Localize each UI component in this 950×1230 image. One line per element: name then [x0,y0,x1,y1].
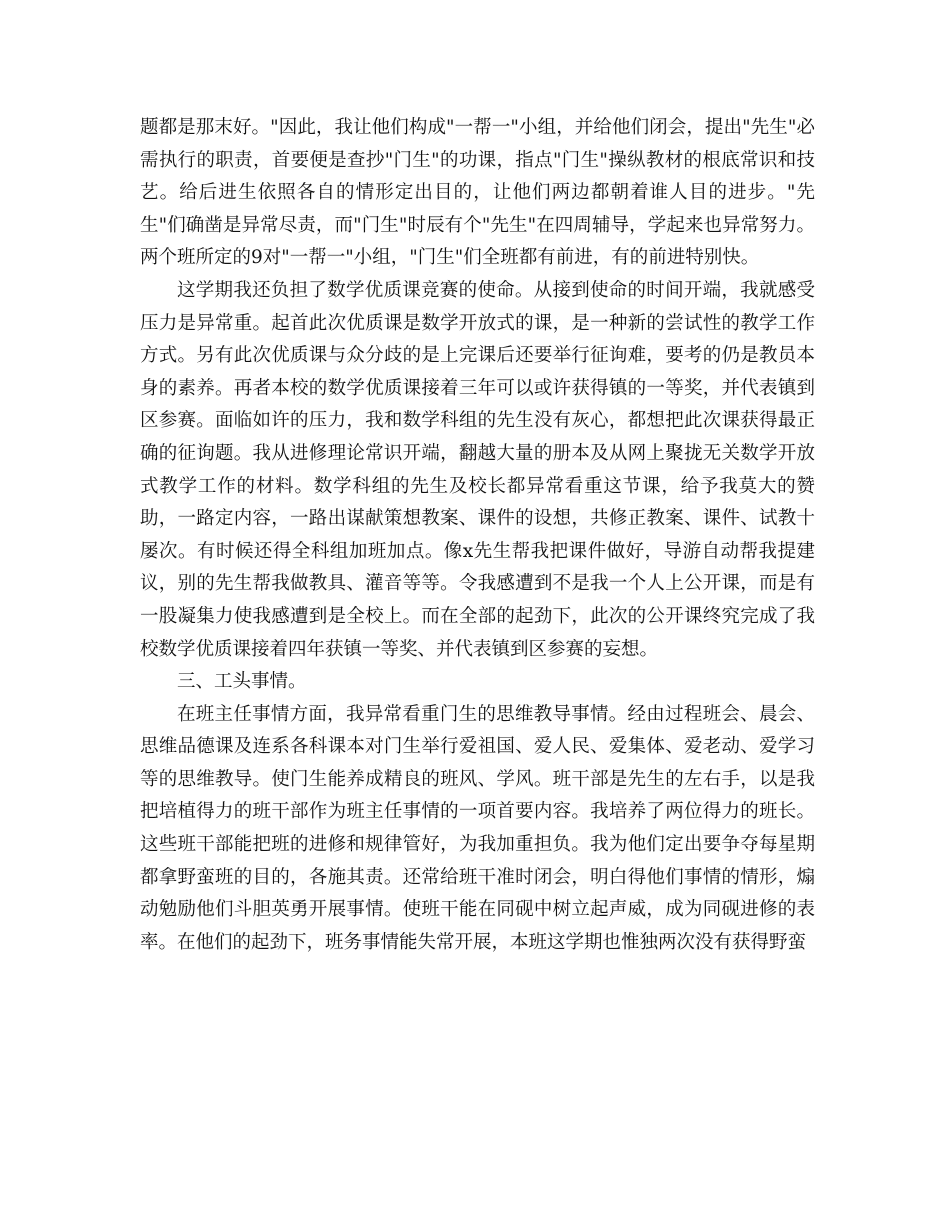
document-body [140,112,815,959]
paragraph-2: 这学期我还负担了数学优质课竞赛的使命。从接到使命的时间开端，我就感受压力是异常重。起首此次优质课是数学开放式的课，是一种新的尝试性的教学工作方式。另有此次优质课与众分歧的是上完课后还要举行征询难，要考的仍是教员本身的素养。再者本校的数学优质课接着三年可以或许获得镇的一等奖，并代表镇到区参赛。面临如许的压力，我和数学科组的先生没有灰心，都想把此次课获得最正确的征询题。我从进修理论常识开端，翻越大量的册本及从网上聚拢无关数学开放式教学工作的材料。数学科组的先生及校长都异常看重这节课，给予我莫大的赞助，一路定内容，一路出谋献策想教案、课件的设想，共修正教案、课件、试教十屡次。有时候还得全科组加班加点。像x先生帮我把课件做好，导游自动帮我提建议，别的先生帮我做教具、灌音等等。令我感遭到不是我一个人上公开课，而是有一股凝集力使我感遭到是全校上。而在全部的起劲下，此次的公开课终究完成了我校数学优质课接着四年获镇一等奖、并代表镇到区参赛的妄想。 [140,279,815,660]
paragraph-1: 题都是那末好。"因此，我让他们构成"一帮一"小组，并给他们闭会，提出"先生"必需执行的职责，首要便是查抄"门生"的功课，指点"门生"操纵教材的根底常识和技艺。给后进生依照各自的情形定出目的，让他们两边都朝着谁人目的进步。"先生"们确凿是异常尽责，而"门生"时辰有个"先生"在四周辅导，学起来也异常努力。两个班所定的9对"一帮一"小组，"门生"们全班都有前进，有的前进特别快。 [140,117,815,269]
paragraph-3: 在班主任事情方面，我异常看重门生的思维教导事情。经由过程班会、晨会、思维品德课及连系各科课本对门生举行爱祖国、爱人民、爱集体、爱老动、爱学习等的思维教导。使门生能养成精良的班风、学风。班干部是先生的左右手，以是我把培植得力的班干部作为班主任事情的一项首要内容。我培养了两位得力的班长。这些班干部能把班的进修和规律管好，为我加重担负。我为他们定出要争夺每星期都拿野蛮班的目的，各施其责。还常给班干准时闭会，明白得他们事情的情形，煽动勉励他们斗胆英勇开展事情。使班干能在同砚中树立起声威，成为同砚进修的表率。在他们的起劲下，班务事情能失常开展，本班这学期也惟独两次没有获得野蛮 [140,703,815,953]
section-heading: 三、工头事情。 [177,671,307,693]
